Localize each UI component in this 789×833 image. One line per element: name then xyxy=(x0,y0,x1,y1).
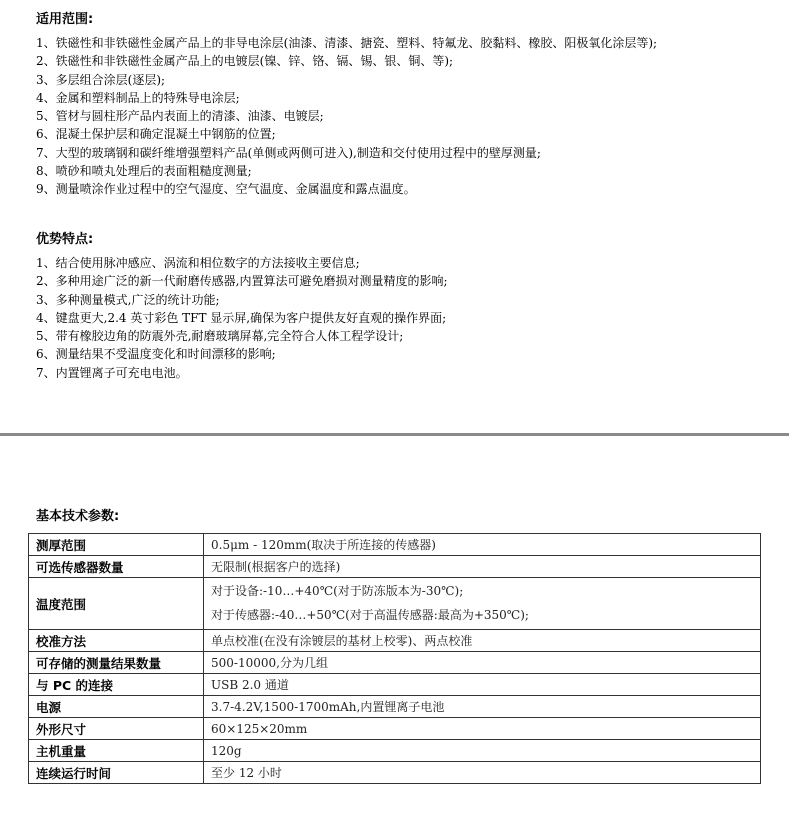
spec-value: 至少 12 小时 xyxy=(204,762,761,784)
table-row xyxy=(29,652,761,674)
advantages-title: 优势特点: xyxy=(36,232,94,247)
table-row xyxy=(29,674,761,696)
spec-value: 3.7-4.2V,1500-1700mAh,内置锂离子电池 xyxy=(204,696,761,718)
list-item: 7、内置锂离子可充电电池。 xyxy=(36,365,188,380)
spec-value: 无限制(根据客户的选择) xyxy=(204,556,761,578)
spec-value: 0.5μm - 120mm(取决于所连接的传感器) xyxy=(204,534,761,556)
specs-title: 基本技术参数: xyxy=(36,509,120,524)
spec-label: 校准方法 xyxy=(29,630,204,652)
table-row xyxy=(29,762,761,784)
spec-value: 单点校准(在没有涂镀层的基材上校零)、两点校准 xyxy=(204,630,761,652)
scope-title: 适用范围: xyxy=(36,12,94,27)
spec-label: 外形尺寸 xyxy=(29,718,204,740)
spec-value: 120g xyxy=(204,740,761,762)
spec-label: 可存储的测量结果数量 xyxy=(29,652,204,674)
list-item: 3、多层组合涂层(逐层); xyxy=(36,72,166,87)
table-row xyxy=(29,556,761,578)
spec-value xyxy=(204,578,761,630)
list-item: 6、测量结果不受温度变化和时间漂移的影响; xyxy=(36,347,276,362)
table-row xyxy=(29,718,761,740)
spec-label: 主机重量 xyxy=(29,740,204,762)
table-row xyxy=(29,578,761,630)
spec-label: 测厚范围 xyxy=(29,534,204,556)
list-item: 9、测量喷涂作业过程中的空气湿度、空气温度、金属温度和露点温度。 xyxy=(36,182,416,197)
spec-label: 温度范围 xyxy=(29,578,204,630)
spec-label: 可选传感器数量 xyxy=(29,556,204,578)
list-item: 5、管材与圆柱形产品内表面上的清漆、油漆、电镀层; xyxy=(36,109,324,124)
list-item: 1、结合使用脉冲感应、涡流和相位数字的方法接收主要信息; xyxy=(36,256,360,270)
spec-label: 连续运行时间 xyxy=(29,762,204,784)
advantages-list xyxy=(36,254,448,382)
table-row xyxy=(29,740,761,762)
list-item: 2、铁磁性和非铁磁性金属产品上的电镀层(镍、锌、铬、镉、锡、银、铜、等); xyxy=(36,54,454,69)
list-item: 6、混凝土保护层和确定混凝土中钢筋的位置; xyxy=(36,127,276,142)
spec-value-line: 对于设备:-10…+40℃(对于防冻版本为-30℃); xyxy=(211,584,464,598)
list-item: 3、多种测量模式,广泛的统计功能; xyxy=(36,292,220,307)
table-row xyxy=(29,696,761,718)
table-row xyxy=(29,630,761,652)
list-item: 2、多种用途广泛的新一代耐磨传感器,内置算法可避免磨损对测量精度的影响; xyxy=(36,274,448,289)
list-item: 1、铁磁性和非铁磁性金属产品上的非导电涂层(油漆、清漆、搪瓷、塑料、特氟龙、胶黏料、橡胶、阳极氧化涂层等); xyxy=(36,36,658,50)
table-row xyxy=(29,534,761,556)
scope-list xyxy=(36,34,657,199)
list-item: 4、键盘更大,2.4 英寸彩色 TFT 显示屏,确保为客户提供友好直观的操作界面; xyxy=(36,310,447,325)
spec-label: 与 PC 的连接 xyxy=(29,674,204,696)
list-item: 4、金属和塑料制品上的特殊导电涂层; xyxy=(36,90,240,105)
spec-label: 电源 xyxy=(29,696,204,718)
section-divider xyxy=(0,433,789,436)
list-item: 8、喷砂和喷丸处理后的表面粗糙度测量; xyxy=(36,164,252,179)
spec-table xyxy=(28,533,761,784)
spec-value: 500-10000,分为几组 xyxy=(204,652,761,674)
spec-value-line: 对于传感器:-40…+50℃(对于高温传感器:最高为+350℃); xyxy=(211,608,529,622)
spec-value: 60×125×20mm xyxy=(204,718,761,740)
spec-value: USB 2.0 通道 xyxy=(204,674,761,696)
list-item: 5、带有橡胶边角的防震外壳,耐磨玻璃屏幕,完全符合人体工程学设计; xyxy=(36,329,404,344)
list-item: 7、大型的玻璃钢和碳纤维增强塑料产品(单侧或两侧可进入),制造和交付使用过程中的壁厚测量; xyxy=(36,145,541,160)
